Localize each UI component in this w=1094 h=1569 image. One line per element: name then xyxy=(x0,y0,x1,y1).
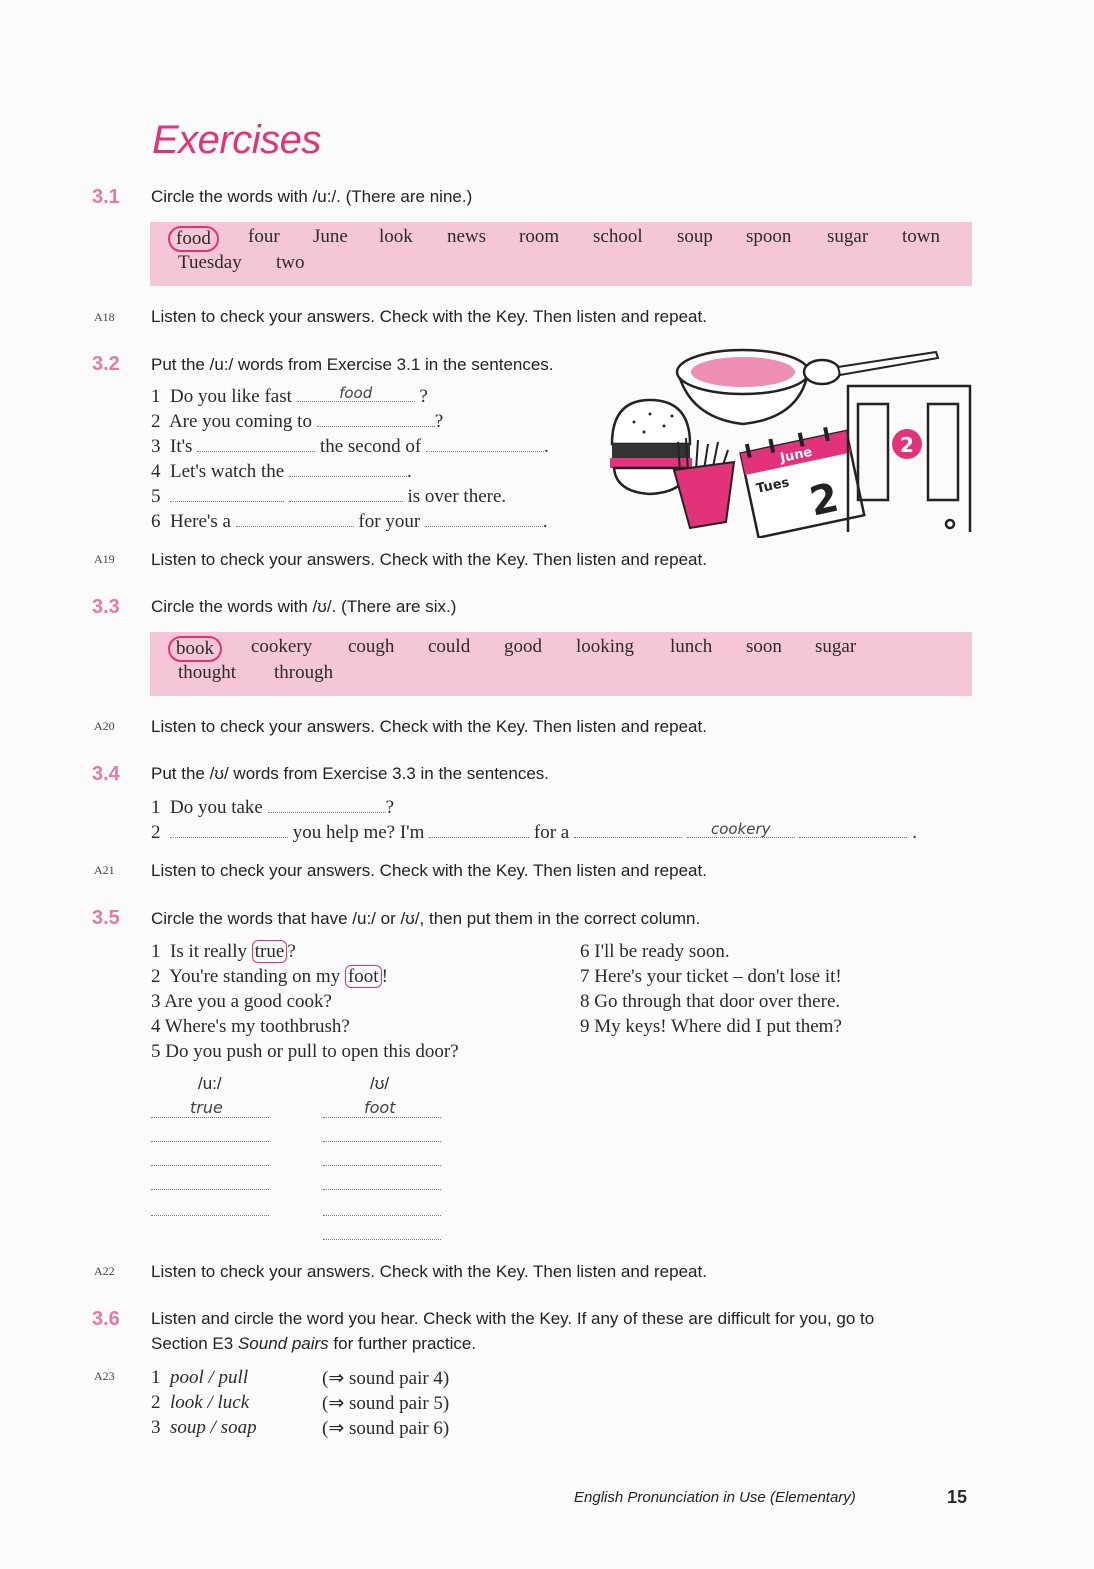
sentence-1: 1 Do you like fast food ? xyxy=(151,384,428,407)
exercise-instruction-3-4: Put the /ʊ/ words from Exercise 3.3 in the sentences. xyxy=(151,764,550,783)
word[interactable]: cookery xyxy=(251,636,313,657)
answer-line[interactable] xyxy=(323,1188,441,1190)
sentence-1: 1 Do you take ? xyxy=(151,797,395,818)
listen-instruction: Listen to check your answers. Check with the Key. Then listen and repeat. xyxy=(151,1262,707,1281)
word[interactable]: good xyxy=(504,636,542,657)
word[interactable]: spoon xyxy=(746,226,792,247)
word[interactable]: sugar xyxy=(827,226,869,247)
word[interactable]: soup xyxy=(677,226,713,247)
answer-line[interactable] xyxy=(151,1116,269,1118)
sentence-5: 5 is over there. xyxy=(151,486,507,507)
word-circled[interactable]: food xyxy=(168,226,219,252)
circled-word: foot xyxy=(345,965,382,988)
audio-track-label: A20 xyxy=(94,719,115,733)
exercise-number-3-5: 3.5 xyxy=(92,907,120,929)
answer-blank[interactable] xyxy=(429,823,529,838)
word-box-3-1 xyxy=(150,222,972,286)
answer-blank[interactable] xyxy=(289,487,403,502)
answer-line[interactable] xyxy=(323,1116,441,1118)
listen-instruction: Listen to check your answers. Check with the Key. Then listen and repeat. xyxy=(151,550,707,569)
answer-line[interactable] xyxy=(151,1188,269,1190)
audio-track-label: A18 xyxy=(94,310,115,324)
exercise-number-3-2: 3.2 xyxy=(92,353,120,375)
sentence-9: 9 My keys! Where did I put them? xyxy=(580,1016,842,1037)
sentence-4: 4 Let's watch the . xyxy=(151,461,412,482)
calendar-day: Tues xyxy=(754,475,791,497)
door-icon xyxy=(848,386,970,532)
answer-line[interactable] xyxy=(323,1164,441,1166)
word-pair[interactable]: look / luck xyxy=(170,1392,250,1413)
word[interactable]: town xyxy=(902,226,940,247)
word[interactable]: look xyxy=(379,226,413,247)
exercise-number-3-1: 3.1 xyxy=(92,186,120,208)
door-number-badge xyxy=(892,429,922,459)
page-title: Exercises xyxy=(152,118,321,162)
listen-instruction: Listen to check your answers. Check with the Key. Then listen and repeat. xyxy=(151,717,707,736)
word-pair[interactable]: pool / pull xyxy=(170,1367,249,1388)
audio-track-label: A22 xyxy=(94,1264,115,1278)
column-header-short-u: /ʊ/ xyxy=(370,1074,390,1093)
answer-line[interactable] xyxy=(323,1140,441,1142)
word[interactable]: school xyxy=(593,226,643,247)
answer-line[interactable] xyxy=(323,1238,441,1240)
exercise-number-3-6: 3.6 xyxy=(92,1308,120,1330)
door-number: 2 xyxy=(900,433,914,457)
sentence-3: 3 Are you a good cook? xyxy=(151,991,332,1012)
answer-line[interactable] xyxy=(323,1214,441,1216)
word[interactable]: room xyxy=(519,226,560,247)
word[interactable]: June xyxy=(313,226,348,247)
exercise-number-3-3: 3.3 xyxy=(92,596,120,618)
sound-pair-reference[interactable]: (⇒ sound pair 5) xyxy=(322,1393,450,1414)
word[interactable]: lunch xyxy=(670,636,713,657)
book-title: English Pronunciation in Use (Elementary) xyxy=(574,1489,856,1506)
page-number: 15 xyxy=(947,1487,968,1507)
sentence-3: 3 It's the second of . xyxy=(151,436,549,457)
audio-track-label: A21 xyxy=(94,863,115,877)
sound-pair-item: 3 soup / soap xyxy=(151,1417,257,1438)
exercise-instruction-3-6-line2: Section E3 Sound pairs for further practice. xyxy=(151,1334,477,1353)
soup-bowl-icon xyxy=(677,350,809,424)
answer-blank[interactable] xyxy=(268,798,386,813)
answer-blank[interactable] xyxy=(799,823,907,838)
answer-blank[interactable] xyxy=(687,820,795,838)
exercise-number-3-4: 3.4 xyxy=(92,763,120,785)
answer-blank[interactable] xyxy=(170,487,284,502)
word-pair[interactable]: soup / soap xyxy=(170,1417,257,1438)
exercise-instruction-3-1: Circle the words with /u:/. (There are nine.) xyxy=(151,187,473,206)
sentence-6: 6 Here's a for your . xyxy=(151,511,548,532)
exercise-instruction-3-6: Listen and circle the word you hear. Check with the Key. If any of these are difficult for you, go to xyxy=(151,1309,875,1328)
handwritten-answer: foot xyxy=(364,1098,396,1117)
word[interactable]: four xyxy=(248,226,280,247)
handwritten-answer: cookery xyxy=(710,820,771,838)
exercise-instruction-3-5: Circle the words that have /u:/ or /ʊ/, then put them in the correct column. xyxy=(151,909,701,928)
sentence-2: 2 Are you coming to ? xyxy=(151,411,444,432)
audio-track-label: A23 xyxy=(94,1369,115,1383)
listen-instruction: Listen to check your answers. Check with the Key. Then listen and repeat. xyxy=(151,861,707,880)
sentence-7: 7 Here's your ticket – don't lose it! xyxy=(580,966,842,987)
answer-line[interactable] xyxy=(151,1140,269,1142)
listen-instruction: Listen to check your answers. Check with the Key. Then listen and repeat. xyxy=(151,307,707,326)
word-circled[interactable]: book xyxy=(168,636,222,662)
answer-line[interactable] xyxy=(151,1164,269,1166)
calendar-icon xyxy=(739,423,864,537)
circled-word: true xyxy=(252,940,288,963)
word[interactable]: two xyxy=(276,252,305,273)
sound-pair-item: 1 pool / pull xyxy=(151,1367,249,1388)
answer-blank[interactable] xyxy=(197,437,315,452)
answer-blank[interactable] xyxy=(317,412,435,427)
word[interactable]: soon xyxy=(746,636,782,657)
answer-blank[interactable] xyxy=(425,512,543,527)
word[interactable]: looking xyxy=(576,636,635,657)
word[interactable]: thought xyxy=(178,662,237,683)
sentence-2: 2 You're standing on my foot ! xyxy=(151,966,388,987)
sentence-2: 2 you help me? I'm for a cookery . xyxy=(151,820,917,843)
answer-blank[interactable] xyxy=(574,823,682,838)
calendar-date: 2 xyxy=(805,474,843,526)
audio-track-label: A19 xyxy=(94,552,115,566)
spoon-icon xyxy=(804,352,938,384)
sentence-6: 6 I'll be ready soon. xyxy=(580,941,730,962)
column-header-long-u: /u:/ xyxy=(198,1074,222,1093)
sound-pair-reference[interactable]: (⇒ sound pair 4) xyxy=(322,1368,450,1389)
handwritten-answer: true xyxy=(190,1098,223,1117)
exercise-instruction-3-3: Circle the words with /ʊ/. (There are six.) xyxy=(151,597,457,616)
illustration xyxy=(600,342,980,538)
word[interactable]: through xyxy=(274,662,334,683)
answer-blank[interactable] xyxy=(170,823,288,838)
sentence-8: 8 Go through that door over there. xyxy=(580,991,841,1012)
word-box-3-3 xyxy=(150,632,972,696)
exercise-instruction-3-2: Put the /u:/ words from Exercise 3.1 in the sentences. xyxy=(151,355,554,374)
word[interactable]: news xyxy=(447,226,487,247)
sentence-5: 5 Do you push or pull to open this door? xyxy=(151,1041,459,1062)
answer-blank[interactable] xyxy=(236,512,354,527)
word[interactable]: Tuesday xyxy=(178,252,242,273)
sentence-4: 4 Where's my toothbrush? xyxy=(151,1016,350,1037)
answer-blank[interactable] xyxy=(289,462,407,477)
answer-line[interactable] xyxy=(151,1214,269,1216)
word[interactable]: sugar xyxy=(815,636,857,657)
answer-blank[interactable] xyxy=(426,437,544,452)
word[interactable]: could xyxy=(428,636,471,657)
sound-pair-reference[interactable]: (⇒ sound pair 6) xyxy=(322,1418,450,1439)
sentence-1: 1 Is it really true ? xyxy=(151,941,296,962)
answer-blank[interactable] xyxy=(297,384,415,402)
word[interactable]: cough xyxy=(348,636,395,657)
handwritten-answer: food xyxy=(339,384,373,402)
calendar-month: June xyxy=(779,444,814,467)
sound-pair-item: 2 look / luck xyxy=(151,1392,250,1413)
